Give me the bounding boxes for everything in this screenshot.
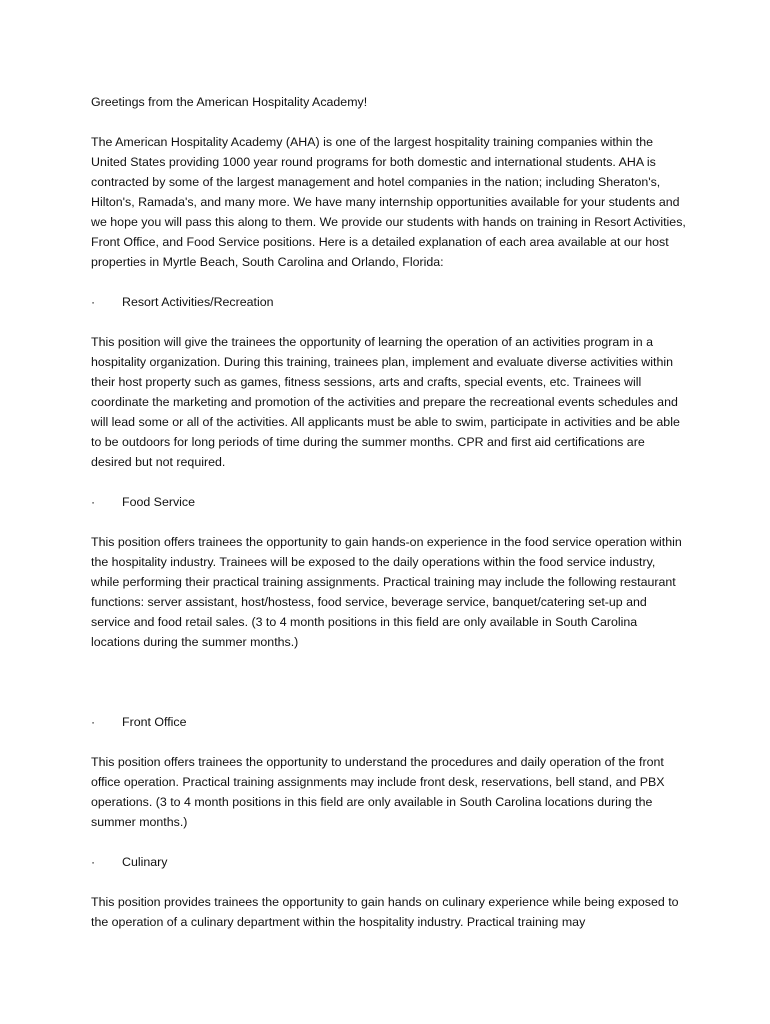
greeting: Greetings from the American Hospitality Academy! bbox=[91, 95, 368, 109]
section-body-food-service: This position offers trainees the opportunity to gain hands-on experience in the food service operation within the hospitality industry. Trainees will be exposed to the daily operations within the food service industry, while performing their practical training assignments. Practical training may include the following restaurant functions: server assistant, host/hostess, food service, beverage service, banquet/catering set-up and service and food retail sales. (3 to 4 month positions in this field are only available in South Carolina locations during the summer months.) bbox=[91, 535, 682, 649]
section-heading-label: Resort Activities/Recreation bbox=[122, 295, 274, 309]
document-body bbox=[91, 92, 686, 932]
section-heading-resort-activities bbox=[91, 292, 686, 312]
intro-paragraph: The American Hospitality Academy (AHA) is one of the largest hospitality training companies within the United States providing 1000 year round programs for both domestic and international students. AHA is contracted by some of the largest management and hotel companies in the nation; including Sheraton's, Hilton's, Ramada's, and many more. We have many internship opportunities available for your students and we hope you will pass this along to them. We provide our students with hands on training in Resort Activities, Front Office, and Food Service positions. Here is a detailed explanation of each area available at our host properties in Myrtle Beach, South Carolina and Orlando, Florida: bbox=[91, 135, 686, 269]
section-heading-label: Food Service bbox=[122, 495, 196, 509]
section-heading-food-service bbox=[91, 492, 686, 512]
section-heading-label: Front Office bbox=[122, 715, 187, 729]
section-body-front-office: This position offers trainees the opportunity to understand the procedures and daily operation of the front office operation. Practical training assignments may include front desk, reservations, bell stand, and PBX operations. (3 to 4 month positions in this field are only available in South Carolina locations during the summer months.) bbox=[91, 755, 665, 829]
bullet-icon: · bbox=[91, 495, 96, 509]
bullet-icon: · bbox=[91, 295, 96, 309]
section-heading-front-office bbox=[91, 712, 686, 732]
section-heading-culinary bbox=[91, 852, 686, 872]
bullet-icon: · bbox=[91, 715, 96, 729]
bullet-icon: · bbox=[91, 855, 96, 869]
section-body-culinary: This position provides trainees the opportunity to gain hands on culinary experience while being exposed to the operation of a culinary department within the hospitality industry. Practical training may bbox=[91, 895, 679, 929]
section-heading-label: Culinary bbox=[122, 855, 168, 869]
section-body-resort-activities: This position will give the trainees the opportunity of learning the operation of an activities program in a hospitality organization. During this training, trainees plan, implement and evaluate diverse activities within their host property such as games, fitness sessions, arts and crafts, special events, etc. Trainees will coordinate the marketing and promotion of the activities and prepare the recreational events schedules and will lead some or all of the activities. All applicants must be able to swim, participate in activities and be able to be outdoors for long periods of time during the summer months. CPR and first aid certifications are desired but not required. bbox=[91, 335, 680, 469]
